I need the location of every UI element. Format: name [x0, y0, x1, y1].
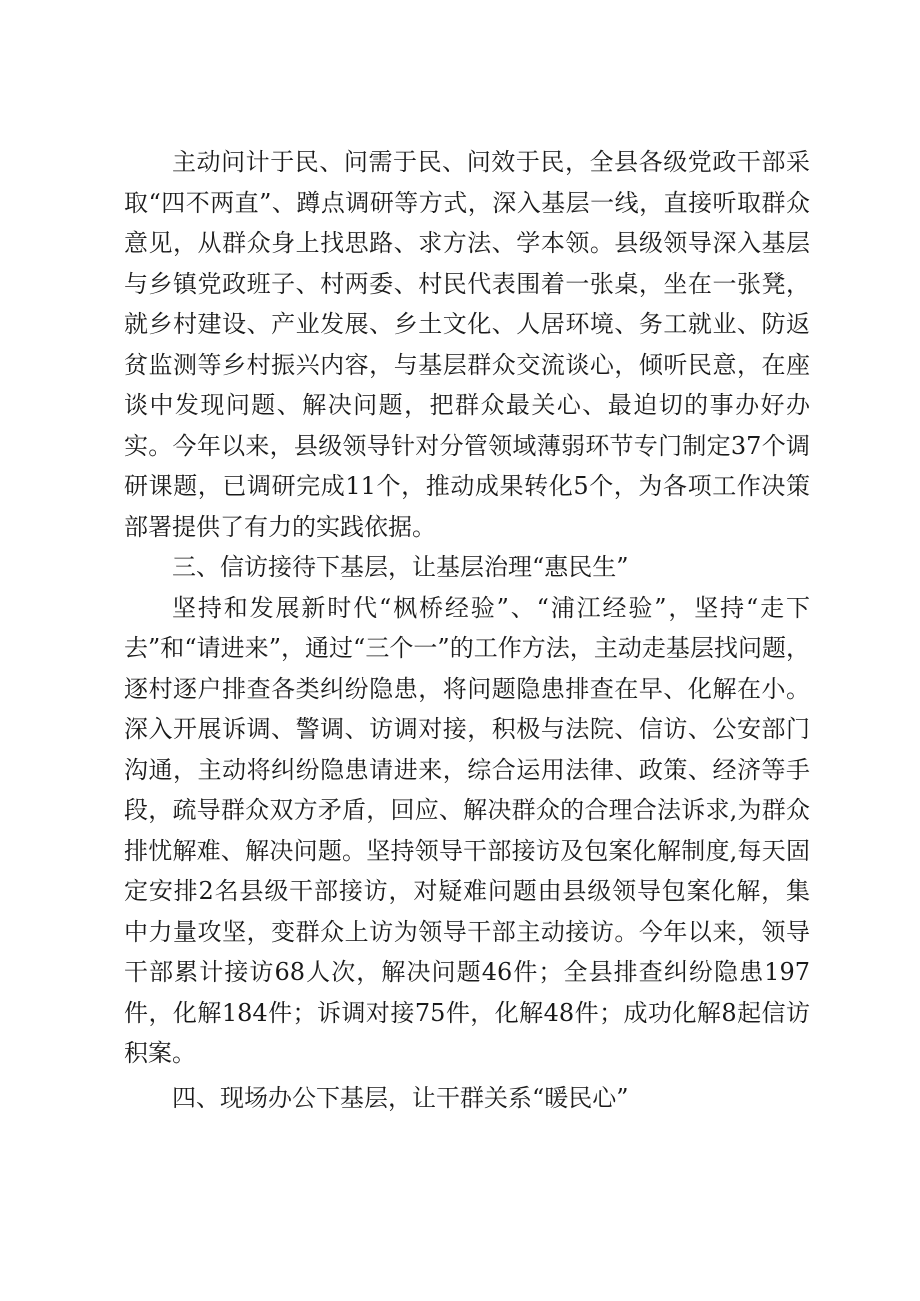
- section-heading-4: 四、现场办公下基层，让干群关系“暖民心”: [172, 1083, 629, 1112]
- document-body: [124, 142, 810, 1118]
- section-heading-3: 三、信访接待下基层，让基层治理“惠民生”: [172, 553, 629, 581]
- paragraph-research: 主动问计于民、问需于民、问效于民，全县各级党政干部采取“四不两直”、蹲点调研等方式，深入基层一线，直接听取群众意见，从群众身上找思路、求方法、学本领。县级领导深入基层与乡镇党政班子、村两委、村民代表围着一张桌，坐在一张凳，就乡村建设、产业发展、乡土文化、人居环境、务工就业、防返贫监测等乡村振兴内容，与基层群众交流谈心，倾听民意，在座谈中发现问题、解决问题，把群众最关心、最迫切的事办好办实。今年以来，县级领导针对分管领域薄弱环节专门制定37个调研课题，已调研完成11个，推动成果转化5个，为各项工作决策部署提供了有力的实践依据。: [124, 148, 810, 541]
- paragraph-petition: 坚持和发展新时代“枫桥经验”、“浦江经验”，坚持“走下去”和“请进来”，通过“三个一”的工作方法，主动走基层找问题，逐村逐户排查各类纠纷隐患，将问题隐患排查在早、化解在小。深入开展诉调、警调、访调对接，积极与法院、信访、公安部门沟通，主动将纠纷隐患请进来，综合运用法律、政策、经济等手段，疏导群众双方矛盾，回应、解决群众的合理合法诉求,为群众排忧解难、解决问题。坚持领导干部接访及包案化解制度,每天固定安排2名县级干部接访，对疑难问题由县级领导包案化解，集中力量攻坚，变群众上访为领导干部主动接访。今年以来，领导干部累计接访68人次，解决问题46件；全县排查纠纷隐患197件，化解184件；诉调对接75件，化解48件；成功化解8起信访积案。: [124, 593, 810, 1067]
